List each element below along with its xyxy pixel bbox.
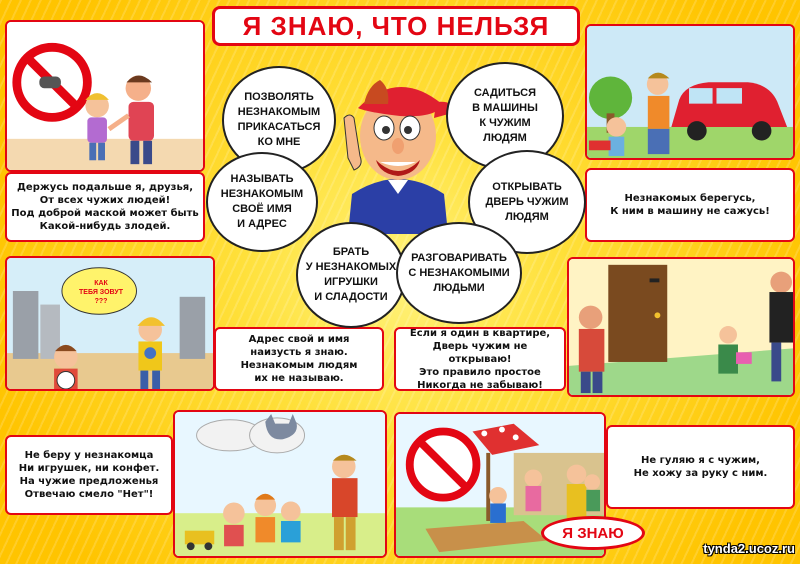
scene-name-question: [5, 256, 215, 391]
speech-bubble: КАК ТЕБЯ ЗОВУТ ???: [79, 279, 123, 305]
verse-keep-away: Держусь подальше я, друзья, От всех чужих людей! Под доброй маской может быть Какой-нибудь злодей.: [5, 172, 205, 242]
verse-address: Адрес свой и имя наизусть я знаю. Незнакомым людям их не называю.: [214, 327, 384, 391]
bubble-talk: РАЗГОВАРИВАТЬ С НЕЗНАКОМЫМИ ЛЮДЬМИ: [396, 222, 522, 324]
verse-walk: Не гуляю я с чужим, Не хожу за руку с ним.: [606, 425, 795, 509]
scene-car-illustration: [587, 26, 793, 158]
site-watermark: tynda2.ucoz.ru: [703, 540, 795, 556]
scene-toys-illustration: [175, 412, 385, 556]
bubble-touch: ПОЗВОЛЯТЬ НЕЗНАКОМЫМ ПРИКАСАТЬСЯ КО МНЕ: [222, 66, 336, 174]
scene-car: [585, 24, 795, 160]
verse-toys: Не беру у незнакомца Ни игрушек, ни конфет. На чужие предложенья Отвечаю смело "Нет"!: [5, 435, 173, 515]
bubble-car: САДИТЬСЯ В МАШИНЫ К ЧУЖИМ ЛЮДЯМ: [446, 62, 564, 170]
scene-toys: [173, 410, 387, 558]
bubble-name: НАЗЫВАТЬ НЕЗНАКОМЫМ СВОЁ ИМЯ И АДРЕС: [206, 152, 318, 252]
scene-stranger-touch: [5, 20, 205, 172]
scene-door: [567, 257, 795, 397]
poster-title: Я ЗНАЮ, ЧТО НЕЛЬЗЯ: [212, 6, 580, 46]
verse-car: Незнакомых берегусь, К ним в машину не сажусь!: [585, 168, 795, 242]
bubble-toys: БРАТЬ У НЕЗНАКОМЫХ ИГРУШКИ И СЛАДОСТИ: [296, 222, 406, 328]
bubble-door: ОТКРЫВАТЬ ДВЕРЬ ЧУЖИМ ЛЮДЯМ: [468, 150, 586, 254]
scene-door-illustration: [569, 259, 793, 395]
boy-character: [340, 64, 456, 234]
scene-stranger-touch-illustration: [7, 22, 203, 170]
i-know-badge: Я ЗНАЮ: [541, 516, 645, 550]
verse-door: Если я один в квартире, Дверь чужим не открываю! Это правило простое Никогда не забываю!: [394, 327, 566, 391]
